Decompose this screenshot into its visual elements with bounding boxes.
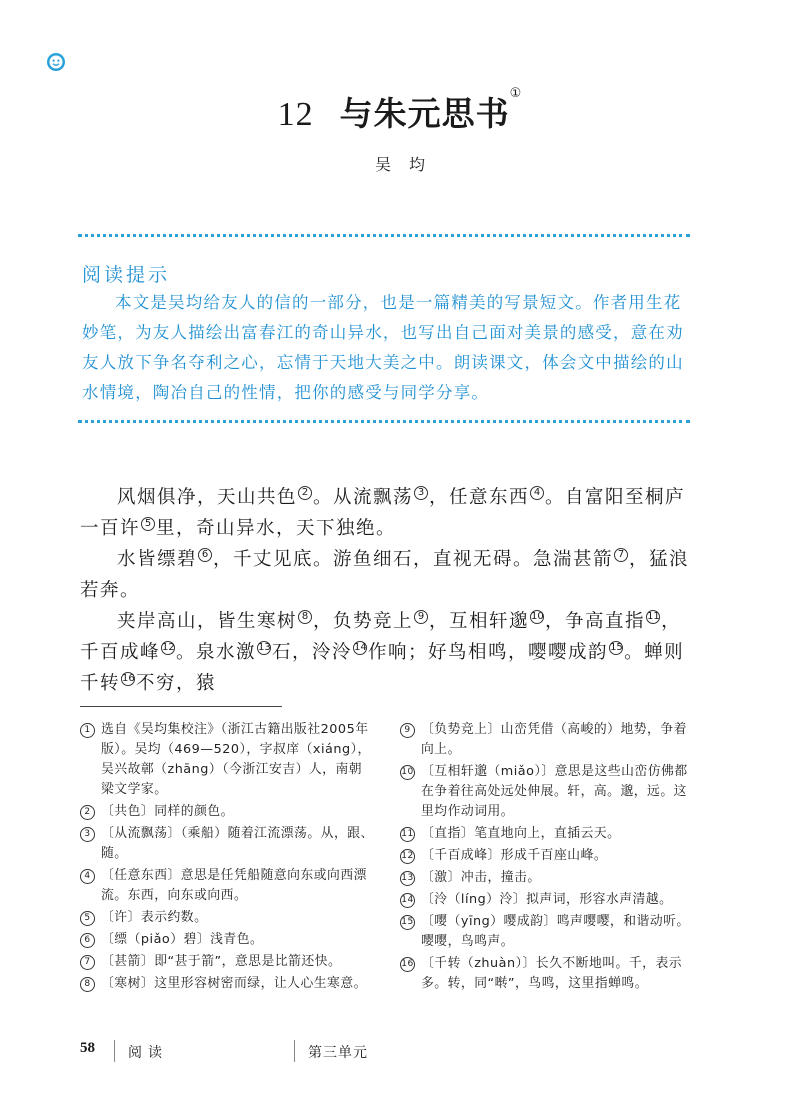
- text-run: ，负势竞上: [313, 611, 414, 632]
- footnote-number: 12: [400, 849, 415, 864]
- footer-unit: 第三单元: [308, 1045, 368, 1061]
- footnote-number: 10: [400, 765, 415, 780]
- footnote-item: [400, 720, 696, 760]
- footnote-number: 8: [80, 977, 95, 992]
- text-run: 不穷，猿: [136, 673, 217, 694]
- footnote-ref: 10: [531, 611, 544, 622]
- footnote-number: 4: [80, 869, 95, 884]
- footnote-item: [400, 846, 696, 866]
- footnote-ref: 7: [614, 548, 628, 562]
- footnote-item: [400, 890, 696, 910]
- footnote-number: 16: [400, 957, 415, 972]
- text-run: ，猛浪若奔。: [80, 549, 690, 601]
- footnote-number: 5: [80, 911, 95, 926]
- footnote-ref: 11: [647, 611, 660, 622]
- footnote-text: 〔从流飘荡〕（乘船）随着江流漂荡。从，跟、随。: [101, 826, 374, 861]
- title-note-ref: ①: [509, 86, 523, 101]
- footnote-number: 6: [80, 933, 95, 948]
- footnote-ref: 4: [530, 486, 544, 500]
- reading-tip-body: 本文是吴均给友人的信的一部分，也是一篇精美的写景短文。作者用生花妙笔，为友人描绘出富春江的奇山异水，也写出自己面对美景的感受，意在劝友人放下争名夺利之心，忘情于天地大美之中。朗读课文，体会文中描绘的山水情境，陶冶自己的性情，把你的感受与同学分享。: [82, 293, 684, 402]
- text-run: 。泉水激: [176, 642, 257, 663]
- footnote-item: [80, 952, 374, 972]
- footnote-ref: 16: [122, 673, 135, 684]
- text-run: 石，泠泠: [272, 642, 353, 663]
- footnote-number: 9: [400, 723, 415, 738]
- lesson-title-text: 与朱元思书: [339, 94, 510, 133]
- footnote-text: 〔共色〕同样的颜色。: [101, 804, 234, 819]
- text-run: ，千丈见底。游鱼细石，直视无碍。急湍甚箭: [213, 549, 614, 570]
- paragraph-1: [80, 482, 690, 544]
- footnote-text: 〔千转（zhuàn）〕长久不断地叫。千，表示多。转，同“啭”，鸟鸣，这里指蝉鸣。: [421, 956, 683, 991]
- footnote-ref: 5: [141, 517, 155, 531]
- text-run: 夹岸高山，皆生寒树: [117, 611, 298, 632]
- footnote-ref: 8: [298, 610, 312, 624]
- text-run: 作响；好鸟相鸣，嘤嘤成韵: [368, 642, 609, 663]
- footnote-ref: 13: [258, 642, 271, 653]
- footnote-item: [80, 930, 374, 950]
- footnote-item: [80, 974, 374, 994]
- footnote-number: 11: [400, 827, 415, 842]
- footnote-number: 15: [400, 915, 415, 930]
- footnote-item: [80, 866, 374, 906]
- footnote-text: 〔互相轩邈（miǎo）〕意思是这些山峦仿佛都在争着往高处远处伸展。轩，高。邈，远。这里均作动词用。: [421, 764, 688, 819]
- footnote-item: [80, 824, 374, 864]
- footnote-ref: 14: [354, 642, 367, 653]
- footer-section: 阅读: [128, 1045, 168, 1061]
- footnote-ref: 2: [298, 486, 312, 500]
- footer-separator-2: [294, 1040, 295, 1062]
- footnote-ref: 12: [162, 642, 175, 653]
- text-run: 水皆缥碧: [117, 549, 198, 570]
- footnote-text: 〔直指〕笔直地向上，直插云天。: [421, 826, 621, 841]
- reading-tip-heading: 阅读提示: [82, 264, 171, 286]
- footnote-number: 14: [400, 893, 415, 908]
- footnote-number: 13: [400, 871, 415, 886]
- text-run: 。蝉则千转: [80, 642, 685, 694]
- paragraph-3: [80, 606, 690, 699]
- footnote-item: [400, 762, 696, 822]
- footnote-number: 2: [80, 805, 95, 820]
- footer-separator: [114, 1040, 115, 1062]
- footnote-item: [80, 720, 374, 800]
- page-number: 58: [80, 1040, 95, 1056]
- main-text: [80, 482, 690, 699]
- footnote-item: [80, 802, 374, 822]
- text-run: 。自富阳至桐庐一百许: [80, 487, 686, 539]
- text-run: ，争高直指: [545, 611, 646, 632]
- footnote-text: 〔寒树〕这里形容树密而绿，让人心生寒意。: [101, 976, 367, 991]
- footnote-item: [400, 868, 696, 888]
- footnote-rule: [80, 706, 282, 707]
- footnote-number: 1: [80, 723, 95, 738]
- footnote-ref: 3: [414, 486, 428, 500]
- footnote-text: 选自《吴均集校注》（浙江古籍出版社2005年版）。吴均（469—520），字叔庠（xiáng），吴兴故鄣（zhāng）（今浙江安吉）人，南朝梁文学家。: [101, 722, 371, 797]
- lesson-number: 12: [277, 96, 314, 133]
- footnote-ref: 15: [610, 642, 623, 653]
- footnote-text: 〔任意东西〕意思是任凭船随意向东或向西漂流。东西，向东或向西。: [101, 868, 367, 903]
- divider-bottom: [78, 420, 690, 423]
- footnote-item: [400, 824, 696, 844]
- footnote-number: 3: [80, 827, 95, 842]
- footnotes-right: [400, 720, 696, 996]
- footnote-item: [80, 908, 374, 928]
- author: 吴均: [374, 155, 443, 174]
- footnote-item: [400, 954, 696, 994]
- footnote-text: 〔许〕表示约数。: [101, 910, 208, 925]
- footnotes-left: [80, 720, 374, 996]
- footnote-ref: 6: [198, 548, 212, 562]
- text-run: 风烟俱净，天山共色: [117, 487, 298, 508]
- footnote-ref: 9: [414, 610, 428, 624]
- footnote-text: 〔激〕冲击，撞击。: [421, 870, 541, 885]
- footnote-text: 〔缥（piǎo）碧〕浅青色。: [101, 932, 264, 947]
- text-run: ，千百成峰: [80, 611, 682, 663]
- smiley-icon: [46, 52, 66, 72]
- text-run: 。从流飘荡: [313, 487, 414, 508]
- footnote-text: 〔负势竞上〕山峦凭借（高峻的）地势，争着向上。: [421, 722, 687, 757]
- paragraph-2: [80, 544, 690, 606]
- footnote-text: 〔甚箭〕即“甚于箭”，意思是比箭还快。: [101, 954, 342, 969]
- footnote-item: [400, 912, 696, 952]
- lesson-title: [0, 88, 800, 135]
- footnote-number: 7: [80, 955, 95, 970]
- footnote-text: 〔千百成峰〕形成千百座山峰。: [421, 848, 608, 863]
- text-run: 里，奇山异水，天下独绝。: [156, 518, 397, 539]
- footnote-text: 〔嘤（yīng）嘤成韵〕鸣声嘤嘤，和谐动听。嘤嘤，鸟鸣声。: [421, 914, 690, 949]
- text-run: ，任意东西: [429, 487, 530, 508]
- footnote-text: 〔泠（líng）泠〕拟声词，形容水声清越。: [421, 892, 673, 907]
- text-run: ，互相轩邈: [429, 611, 530, 632]
- divider-top: [78, 234, 690, 237]
